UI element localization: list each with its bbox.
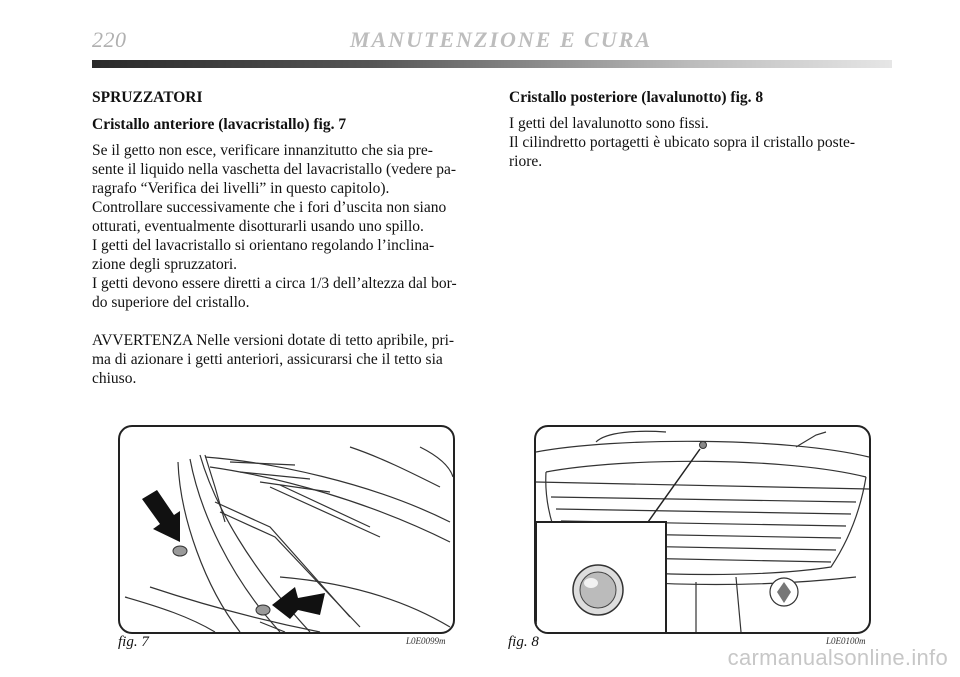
text-line: riore. bbox=[509, 153, 543, 170]
text-line: ragrafo “Verifica dei livelli” in questo capitolo). bbox=[92, 180, 390, 197]
text-line: I getti devono essere diretti a circa 1/3 dell’altezza dal bor- bbox=[92, 275, 457, 292]
figure-8-illustration bbox=[534, 425, 871, 634]
warning-line: ma di azionare i getti anteriori, assicurarsi che il tetto sia bbox=[92, 351, 443, 368]
warning-line: AVVERTENZA Nelle versioni dotate di tetto apribile, pri- bbox=[92, 332, 455, 349]
figure-7-label: fig. 7 bbox=[118, 634, 149, 650]
page-number: 220 bbox=[92, 27, 127, 52]
text-line: do superiore del cristallo. bbox=[92, 294, 250, 311]
text-line: I getti del lavalunotto sono fissi. bbox=[509, 115, 709, 132]
windscreen-washer-drawing bbox=[120, 427, 453, 632]
text-line: sente il liquido nella vaschetta del lavacristallo (vedere pa- bbox=[92, 161, 457, 178]
section-title: SPRUZZATORI bbox=[92, 89, 203, 106]
text-line: I getti del lavacristallo si orientano regolando l’inclina- bbox=[92, 237, 435, 254]
right-column bbox=[509, 88, 894, 171]
text-line: Controllare successivamente che i fori d’uscita non siano bbox=[92, 199, 447, 216]
rear-washer-subtitle: Cristallo posteriore (lavalunotto) fig. 8 bbox=[509, 89, 764, 106]
text-line: zione degli spruzzatori. bbox=[92, 256, 238, 273]
text-line: Il cilindretto portagetti è ubicato sopra il cristallo poste- bbox=[509, 134, 856, 151]
figure-8-code: L0E0100m bbox=[826, 636, 866, 646]
text-line: Se il getto non esce, verificare innanzitutto che sia pre- bbox=[92, 142, 433, 159]
figure-7-code: L0E0099m bbox=[406, 636, 446, 646]
text-line: otturati, eventualmente disotturarli usando uno spillo. bbox=[92, 218, 424, 235]
page-title: MANUTENZIONE E CURA bbox=[350, 27, 653, 52]
left-column bbox=[92, 88, 477, 388]
figure-8-label: fig. 8 bbox=[508, 634, 539, 650]
header-rule bbox=[92, 60, 892, 68]
rear-washer-drawing bbox=[536, 427, 869, 632]
warning-line: chiuso. bbox=[92, 370, 137, 387]
watermark: carmanualsonline.info bbox=[727, 645, 948, 670]
figure-7-illustration bbox=[118, 425, 455, 634]
front-washer-subtitle: Cristallo anteriore (lavacristallo) fig. 7 bbox=[92, 116, 347, 133]
